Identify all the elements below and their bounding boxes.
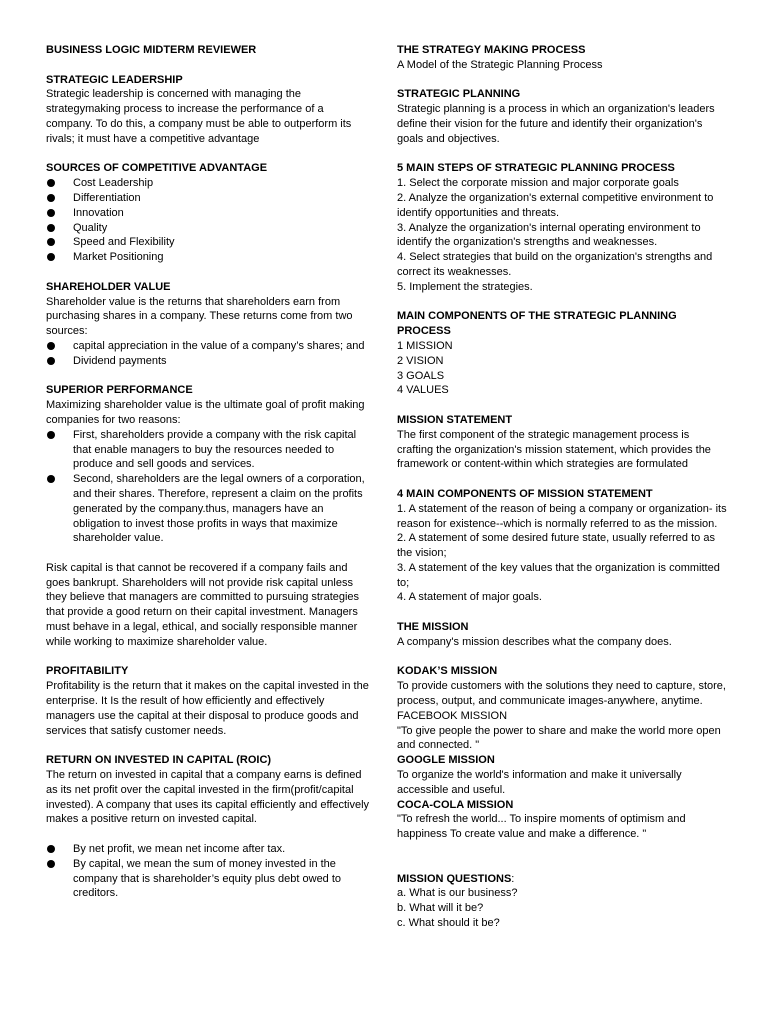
list-item: 1. A statement of the reason of being a company or organization- its reason for existence--which is normally referred to as the mission. bbox=[397, 502, 727, 530]
google-body: To organize the world's information and make it universally accessible and useful. bbox=[397, 769, 682, 796]
list-item: 1. Select the corporate mission and major corporate goals bbox=[397, 177, 679, 190]
list-item: Market Positioning bbox=[46, 250, 372, 265]
sources-heading: SOURCES OF COMPETITIVE ADVANTAGE bbox=[46, 162, 268, 175]
strategic-planning-body: Strategic planning is a process in which an organization's leaders define their vision for the future and identify their organization's goals and objectives. bbox=[397, 103, 715, 145]
document-title: BUSINESS LOGIC MIDTERM REVIEWER bbox=[46, 44, 257, 56]
list-item: 4. A statement of major goals. bbox=[397, 591, 542, 604]
list-item: 2 VISION bbox=[397, 354, 444, 367]
roic-heading: RETURN ON INVESTED IN CAPITAL (ROIC) bbox=[46, 754, 272, 767]
list-item: Innovation bbox=[46, 206, 372, 221]
list-item: Dividend payments bbox=[46, 354, 372, 369]
questions-colon: : bbox=[511, 872, 515, 885]
list-item: 4 VALUES bbox=[397, 384, 449, 397]
superior-performance-heading: SUPERIOR PERFORMANCE bbox=[46, 384, 193, 397]
shareholder-value-body: Shareholder value is the returns that shareholders earn from purchasing shares in a company. These returns come from two sources: bbox=[46, 295, 353, 338]
list-item: a. What is our business? bbox=[397, 887, 518, 900]
kodak-heading: KODAK’S MISSION bbox=[397, 665, 498, 678]
profitability-body: Profitability is the return that it makes on the capital invested in the enterprise. It Is the result of how efficiently and effectively managers use the capital at their disposal to produce goods and services that satisfy customer needs. bbox=[46, 680, 369, 737]
strategy-making-heading: THE STRATEGY MAKING PROCESS bbox=[397, 44, 586, 56]
strategy-making-subtitle: A Model of the Strategic Planning Process bbox=[397, 58, 603, 71]
list-item: c. What should it be? bbox=[397, 917, 500, 930]
facebook-heading: FACEBOOK MISSION bbox=[397, 709, 508, 722]
superior-performance-body: Maximizing shareholder value is the ultimate goal of profit making companies for two reasons: bbox=[46, 399, 365, 426]
roic-body: The return on invested in capital that a company earns is defined as its net profit over the capital invested in the firm(profit/capital invested). A company that uses its capital efficiently and effectively makes a positive return on invested capital. bbox=[46, 769, 370, 826]
strategic-leadership-body: Strategic leadership is concerned with managing the strategymaking process to increase the performance of a company. To do this, a company must be able to outperform its rivals; it must have a competitive advantage bbox=[46, 88, 352, 145]
left-column bbox=[46, 43, 372, 901]
strategic-leadership-heading: STRATEGIC LEADERSHIP bbox=[46, 73, 183, 86]
strategic-planning-heading: STRATEGIC PLANNING bbox=[397, 88, 521, 101]
mission-statement-body: The first component of the strategic management process is crafting the organization's mission statement, which provides the framework or content-within which strategies are formulated bbox=[397, 428, 711, 471]
list-item: 4. Select strategies that build on the organization's strengths and correct its weaknesses. bbox=[397, 251, 713, 278]
sources-list bbox=[46, 176, 372, 265]
components-heading: MAIN COMPONENTS OF THE STRATEGIC PLANNING PROCESS bbox=[397, 310, 677, 338]
coke-heading: COCA-COLA MISSION bbox=[397, 798, 514, 811]
list-item: Cost Leadership bbox=[46, 176, 372, 191]
mission-statement-heading: MISSION STATEMENT bbox=[397, 413, 513, 426]
list-item: 3. A statement of the key values that the organization is committed to; bbox=[397, 561, 720, 589]
kodak-body: To provide customers with the solutions they need to capture, store, process, output, and communicate images-anywhere, anytime. bbox=[397, 680, 726, 708]
questions-heading: MISSION QUESTIONS bbox=[397, 872, 512, 885]
risk-capital-paragraph: Risk capital is that cannot be recovered if a company fails and goes bankrupt. Shareholders will not provide risk capital unless they believe that managers are committed to pursuing strategies that provide a good return on their capital investment. Managers must behave in a legal, ethical, and socially responsible manner while working to maximize shareholder value. bbox=[46, 561, 360, 648]
list-item: Quality bbox=[46, 221, 372, 236]
list-item: 2. A statement of some desired future state, usually referred to as the vision; bbox=[397, 532, 715, 560]
list-item: 3. Analyze the organization's internal operating environment to identify the organization's strengths and weaknesses. bbox=[397, 221, 701, 249]
list-item: By net profit, we mean net income after tax. bbox=[46, 842, 372, 857]
google-heading: GOOGLE MISSION bbox=[397, 754, 495, 767]
questions-heading-line bbox=[397, 872, 727, 887]
list-item: capital appreciation in the value of a company’s shares; and bbox=[46, 339, 372, 354]
list-item: By capital, we mean the sum of money invested in the company that is shareholder’s equity plus debt owed to creditors. bbox=[46, 857, 372, 901]
the-mission-heading: THE MISSION bbox=[397, 621, 469, 634]
list-item: 1 MISSION bbox=[397, 339, 453, 352]
roic-list bbox=[46, 842, 372, 901]
list-item: 3 GOALS bbox=[397, 369, 445, 382]
facebook-body: "To give people the power to share and make the world more open and connected. " bbox=[397, 724, 721, 752]
list-item: 5. Implement the strategies. bbox=[397, 280, 533, 293]
coke-body: "To refresh the world... To inspire moments of optimism and happiness To create value and make a difference. " bbox=[397, 813, 686, 841]
list-item: Differentiation bbox=[46, 191, 372, 206]
list-item: b. What will it be? bbox=[397, 902, 484, 915]
right-column bbox=[397, 43, 727, 931]
steps-heading: 5 MAIN STEPS OF STRATEGIC PLANNING PROCESS bbox=[397, 162, 675, 175]
list-item: Speed and Flexibility bbox=[46, 235, 372, 250]
profitability-heading: PROFITABILITY bbox=[46, 665, 129, 678]
the-mission-body: A company's mission describes what the company does. bbox=[397, 635, 672, 648]
list-item: 2. Analyze the organization's external competitive environment to identify opportunities and threats. bbox=[397, 191, 714, 219]
shareholder-value-heading: SHAREHOLDER VALUE bbox=[46, 280, 171, 293]
ms-components-heading: 4 MAIN COMPONENTS OF MISSION STATEMENT bbox=[397, 487, 653, 500]
list-item: Second, shareholders are the legal owners of a corporation, and their shares. Therefore, represent a claim on the profits generated by the company.thus, managers have an obligation to invest those profits in ways that maximize shareholder value. bbox=[46, 472, 372, 546]
shareholder-value-list bbox=[46, 339, 372, 369]
superior-performance-list bbox=[46, 428, 372, 546]
list-item: First, shareholders provide a company with the risk capital that enable managers to buy the resources needed to produce and sell goods and services. bbox=[46, 428, 372, 472]
